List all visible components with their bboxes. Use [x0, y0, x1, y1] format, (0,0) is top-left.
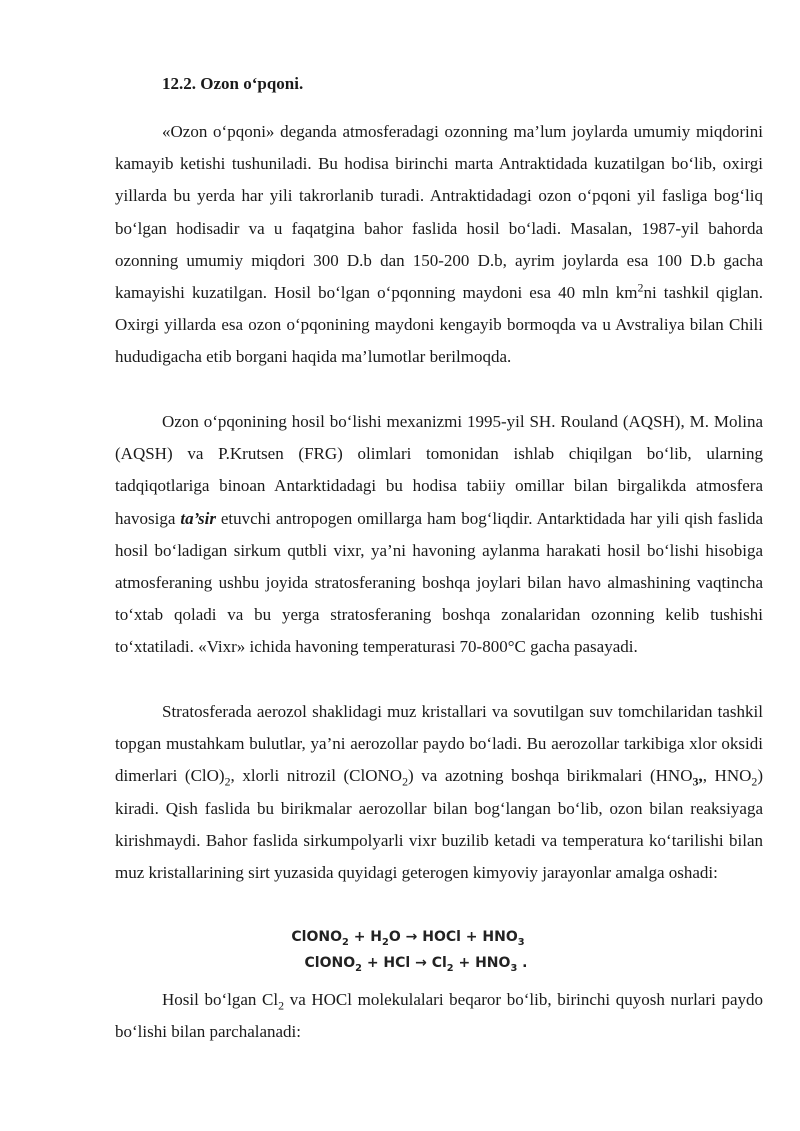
- p1-text-1: «Ozon o‘pqoni» deganda atmosferadagi ozonning ma’lum joylarda umumiy miqdorini kamayib ketishi tushuniladi. Bu hodisa birinchi marta Antraktidada kuzatilgan bo‘lib, oxirgi yillarda bu yerda har yili takrorlanib turadi. Antraktidadagi ozon o‘pqoni yil fasliga bog‘liq bo‘lgan hodisadir va u faqatgina bahor faslida hosil bo‘ladi. Masalan, 1987-yil bahorda ozonning umumiy miqdori 300 D.b dan 150-200 D.b, ayrim joylarda esa 100 D.b gacha kamayishi kuzatilgan. Hosil bo‘lgan o‘pqonning maydoni esa 40 mln km: [115, 122, 763, 303]
- p3-text-1: Stratosferada aerozol shaklidagi muz kristallari va sovutilgan suv tomchilaridan tashkil topgan mustahkam bulutlar, ya’ni aerozollar paydo bo‘ladi. Bu aerozollar tarkibiga xlor oksidi dimerlari (ClO): [115, 702, 763, 786]
- p4-sub-1: 2: [278, 998, 285, 1013]
- p3-text-4: , HNO: [702, 766, 752, 786]
- f2-part-d: .: [517, 955, 528, 971]
- reaction-equation-1: [0, 929, 800, 948]
- p4-text-2: va HOCl molekulalari beqaror bo‘lib, birinchi quyosh nurlari paydo bo‘lishi bilan parchalanadi:: [115, 990, 763, 1042]
- p3-sub-1: 2: [224, 774, 231, 789]
- f2-part-c: + HNO: [453, 955, 511, 971]
- p3-sub-4: 2: [751, 774, 758, 789]
- f1-part-b: + H: [348, 929, 383, 945]
- f2-part-a: ClONO: [304, 955, 356, 971]
- p3-text-5: ) kiradi. Qish faslida bu birikmalar aerozollar bilan bog‘langan bo‘lib, ozon bilan reaksiyaga kirishmaydi. Bahor faslida sirkumpolyarli vixr buzilib ketadi va temperatura ko‘tarilishi bilan muz kristallarining sirt yuzasida quyidagi geterogen kimyoviy jarayonlar amalga oshadi:: [115, 766, 763, 883]
- f1-sub-b: 2: [382, 936, 389, 948]
- paragraph-ozone-hole-definition: [115, 116, 763, 374]
- f1-sub-a: 2: [342, 936, 349, 948]
- paragraph-aerosols: Stratosferada aerozol shaklidagi muz kristallari va sovutilgan suv tomchilaridan tashkil topgan mustahkam bulutlar, ya’ni aerozollar paydo bo‘ladi. Bu aerozollar tarkibiga xlor oksidi dimerlari $(ClO)_2$, xlorli nitrozil (ClONO$_2$) va azotning boshqa birikmalari ($HNO_3$,, $HNO_2$) kiradi. Qish faslida bu birikmalar aerozollar bilan bog‘langan bo‘lib, ozon bilan reaksiyaga kirishmaydi. Bahor faslida sirkumpolyarli vixr buzilib ketadi va temperatura ko‘tarilishi bilan muz kristallarining sirt yuzasida quyidagi geterogen kimyoviy jarayonlar amalga oshadi:: [115, 702, 763, 883]
- p4-text-1: Hosil bo‘lgan Cl: [162, 990, 279, 1009]
- p1-text-2: ni tashkil qiglan. Oxirgi yillarda esa ozon o‘pqonining maydoni kengayib bormoqda va u Avstraliya bilan Chili hududigacha etib borgani haqida ma’lumotlar berilmoqda.: [115, 283, 764, 367]
- paragraph-mechanism: [115, 406, 763, 664]
- f2-sub-b: 2: [446, 962, 454, 974]
- p2-text-2: etuvchi antropogen omillarga ham bog‘liqdir. Antarktidada har yili qish faslida hosil bo‘ladigan sirkum qutbli vixr, ya’ni havoning aylanma harakati hosil bo‘lishi hisobiga atmosferaning ushbu joyida stratosferaning boshqa joylari bilan havo almashining vaqtincha to‘xtab qoladi va bu yerga stratosferaning boshqa zonalaridan ozonning kelib tushishi to‘xtatiladi. «Vixr» ichida havoning temperaturasi 70-800°C gacha pasayadi.: [115, 508, 763, 657]
- p2-text-1: Ozon o‘pqonining hosil bo‘lishi mexanizmi 1995-yil SH. Rouland (AQSH), M. Molina (AQSH) va P.Krutsen (FRG) olimlari tomonidan ishlab chiqilgan bo‘lib, ularning tadqiqotlariga binoan Antarktidadagi bu hodisa tabiiy omillar bilan birgalikda atmosfera havosiga: [115, 412, 763, 528]
- p3-text-2: , xlorli nitrozil (ClONO: [230, 766, 403, 786]
- reaction-equation-2: [0, 955, 800, 974]
- p3-sub-3: 3: [692, 774, 699, 789]
- f1-sub-c: 3: [517, 936, 525, 948]
- p1-superscript: 2: [637, 280, 644, 295]
- section-heading: 12.2. Ozon o‘pqoni.: [162, 74, 304, 93]
- f2-sub-a: 2: [355, 962, 362, 974]
- f1-part-c: O → HOCl + HNO: [388, 929, 518, 945]
- f1-part-a: ClONO: [291, 929, 342, 945]
- paragraph-photolysis: [115, 984, 763, 1048]
- p3-sub-2: 2: [402, 774, 409, 789]
- f2-sub-c: 3: [510, 962, 518, 974]
- p3-text-3: ) va azotning boshqa birikmalari (HNO: [408, 766, 693, 786]
- f2-part-b: + HCl → Cl: [361, 955, 447, 971]
- p2-emphasis: ta’sir: [180, 508, 216, 528]
